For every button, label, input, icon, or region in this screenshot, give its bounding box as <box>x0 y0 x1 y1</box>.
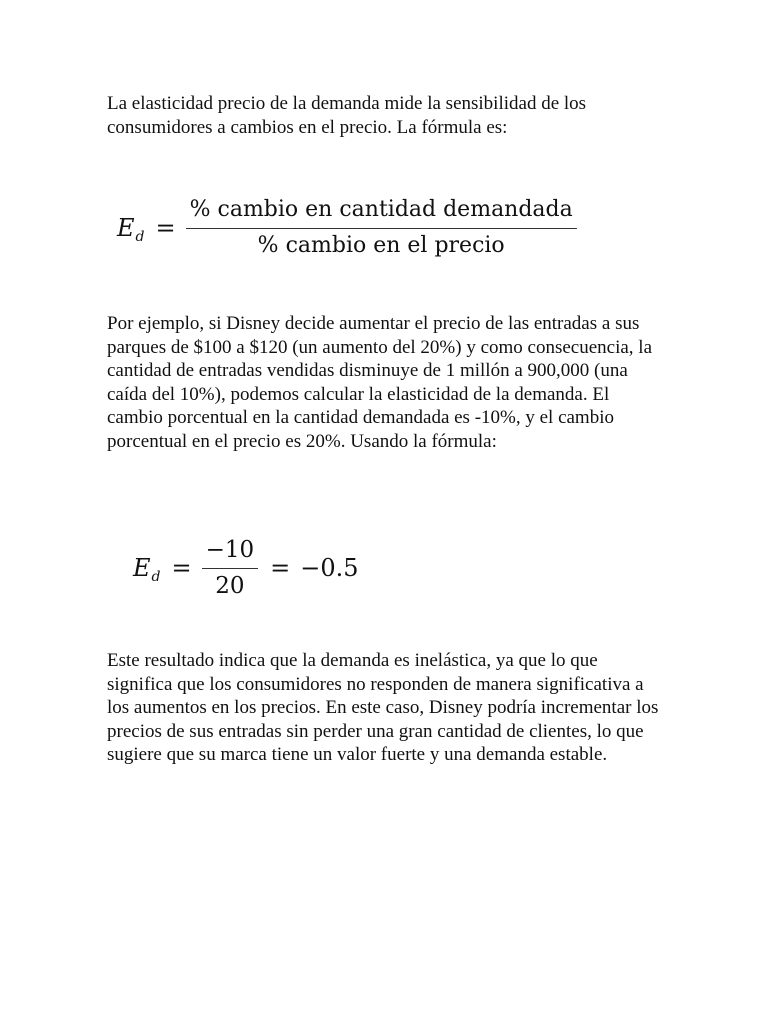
formula-denominator: % cambio en el precio <box>257 233 505 258</box>
formula-equals-sign: = <box>155 214 176 242</box>
formula-variable-letter: E <box>117 214 135 242</box>
elasticity-formula <box>117 197 577 259</box>
formula-fraction <box>186 197 577 259</box>
formula-variable-subscript: d <box>135 229 145 245</box>
formula-numerator: % cambio en cantidad demandada <box>189 197 573 222</box>
formula-fraction-bar <box>186 228 577 229</box>
calculation-result: −0.5 <box>300 554 359 582</box>
calculation-fraction <box>202 537 259 599</box>
formula-variable <box>117 214 145 245</box>
elasticity-calculation <box>133 537 359 599</box>
calculation-fraction-bar <box>202 568 259 569</box>
calculation-numerator: −10 <box>205 537 255 563</box>
conclusion-paragraph: Este resultado indica que la demanda es inelástica, ya que lo que significa que los consumidores no responden de manera significativa a los aumentos en los precios. En este caso, Disney podría incrementar los precios de sus entradas sin perder una gran cantidad de clientes, lo que sugiere que su marca tiene un valor fuerte y una demanda estable. <box>107 650 659 766</box>
calculation-variable-letter: E <box>133 554 151 582</box>
calculation-variable-subscript: d <box>151 569 161 585</box>
calculation-variable <box>133 554 161 585</box>
calculation-second-equals-sign: = <box>270 554 291 582</box>
example-paragraph: Por ejemplo, si Disney decide aumentar el precio de las entradas a sus parques de $100 a $120 (un aumento del 20%) y como consecuencia, la cantidad de entradas vendidas disminuye de 1 millón a 900,000 (una caída del 10%), podemos calcular la elasticidad de la demanda. El cambio porcentual en la cantidad demandada es -10%, y el cambio porcentual en el precio es 20%. Usando la fórmula: <box>107 313 653 452</box>
intro-paragraph: La elasticidad precio de la demanda mide la sensibilidad de los consumidores a cambios en el precio. La fórmula es: <box>107 93 587 138</box>
calculation-equals-sign: = <box>171 554 192 582</box>
calculation-denominator: 20 <box>215 573 245 599</box>
